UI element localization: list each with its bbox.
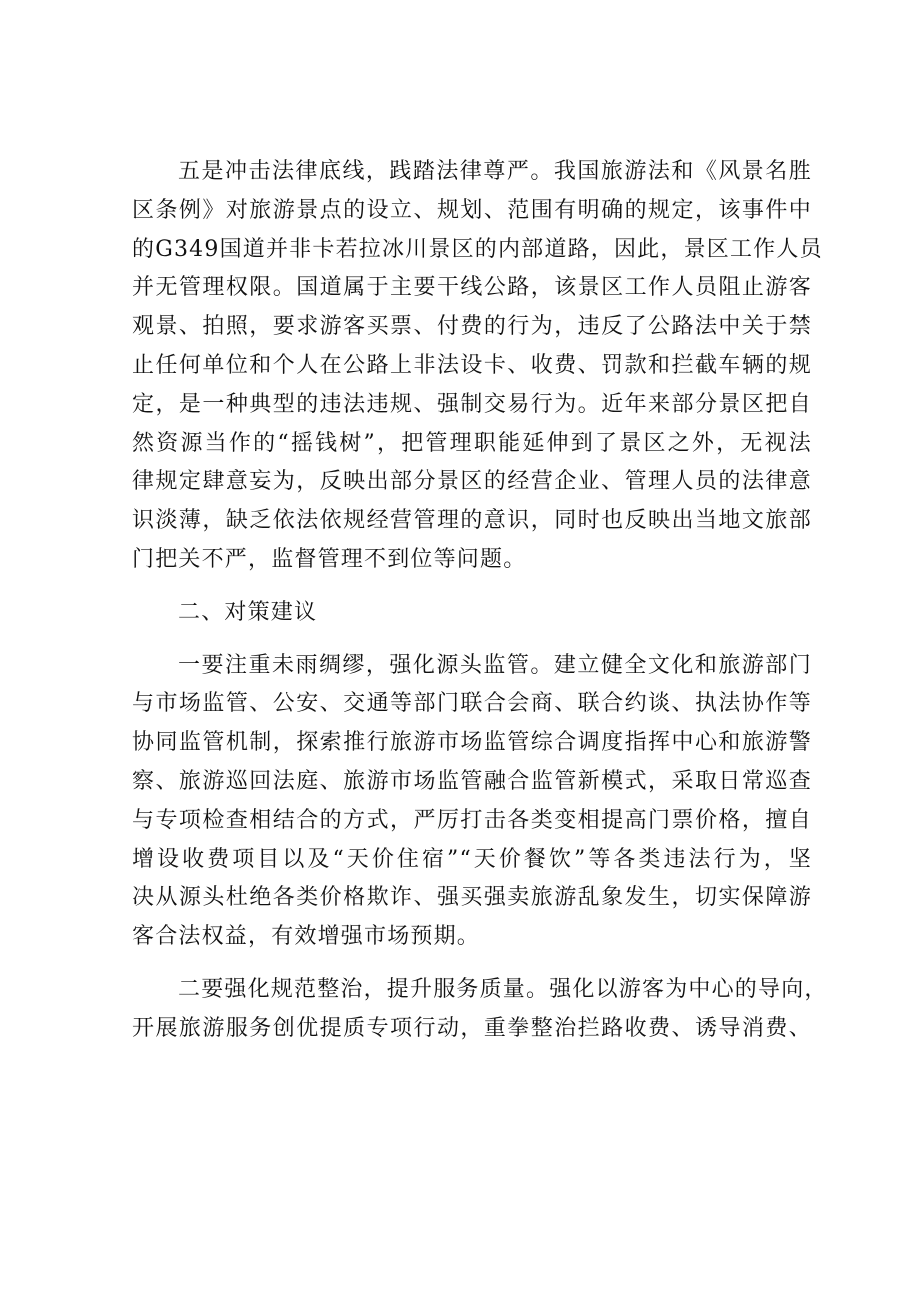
- text-line: 察、旅游巡回法庭、旅游市场监管融合监管新模式，采取日常巡查: [132, 768, 812, 794]
- text-line: 观景、拍照，要求游客买票、付费的行为，违反了公路法中关于禁: [132, 314, 812, 340]
- text-line: 的G349国道并非卡若拉冰川景区的内部道路，因此，景区工作人员: [132, 236, 823, 262]
- text-line: 与专项检查相结合的方式，严厉打击各类变相提高门票价格，擅自: [132, 807, 812, 833]
- section-heading: [132, 594, 812, 633]
- text-line: 二要强化规范整治，提升服务质量。强化以游客为中心的导向，: [178, 976, 828, 1002]
- text-line: 然资源当作的“摇钱树”，把管理职能延伸到了景区之外，无视法: [132, 430, 812, 456]
- text-line: 定，是一种典型的违法违规、强制交易行为。近年来部分景区把自: [132, 391, 812, 417]
- text-line: 与市场监管、公安、交通等部门联合会商、联合约谈、执法协作等: [132, 691, 812, 717]
- paragraph-1: [132, 153, 823, 580]
- paragraph-3: [132, 971, 828, 1049]
- text-line: 止任何单位和个人在公路上非法设卡、收费、罚款和拦截车辆的规: [132, 352, 812, 378]
- text-line: 开展旅游服务创优提质专项行动，重拳整治拦路收费、诱导消费、: [132, 1015, 812, 1041]
- section-heading-text: 二、对策建议: [178, 599, 318, 625]
- document-body: [132, 153, 828, 1063]
- paragraph-2: [132, 647, 812, 957]
- text-line: 区条例》对旅游景点的设立、规划、范围有明确的规定，该事件中: [132, 197, 812, 223]
- text-line: 客合法权益，有效增强市场预期。: [132, 924, 481, 950]
- text-line: 门把关不严，监督管理不到位等问题。: [132, 546, 527, 572]
- text-line: 决从源头杜绝各类价格欺诈、强买强卖旅游乱象发生，切实保障游: [132, 885, 812, 911]
- text-line: 并无管理权限。国道属于主要干线公路，该景区工作人员阻止游客: [132, 275, 812, 301]
- text-line: 协同监管机制，探索推行旅游市场监管综合调度指挥中心和旅游警: [132, 730, 812, 756]
- text-line: 律规定肆意妄为，反映出部分景区的经营企业、管理人员的法律意: [132, 469, 812, 495]
- text-line: 五是冲击法律底线，践踏法律尊严。我国旅游法和《风景名胜: [178, 159, 812, 184]
- text-line: 识淡薄，缺乏依法依规经营管理的意识，同时也反映出当地文旅部: [132, 508, 812, 534]
- text-line: 增设收费项目以及“天价住宿”“天价餐饮”等各类违法行为，坚: [132, 846, 812, 872]
- text-line: 一要注重未雨绸缪，强化源头监管。建立健全文化和旅游部门: [178, 652, 812, 678]
